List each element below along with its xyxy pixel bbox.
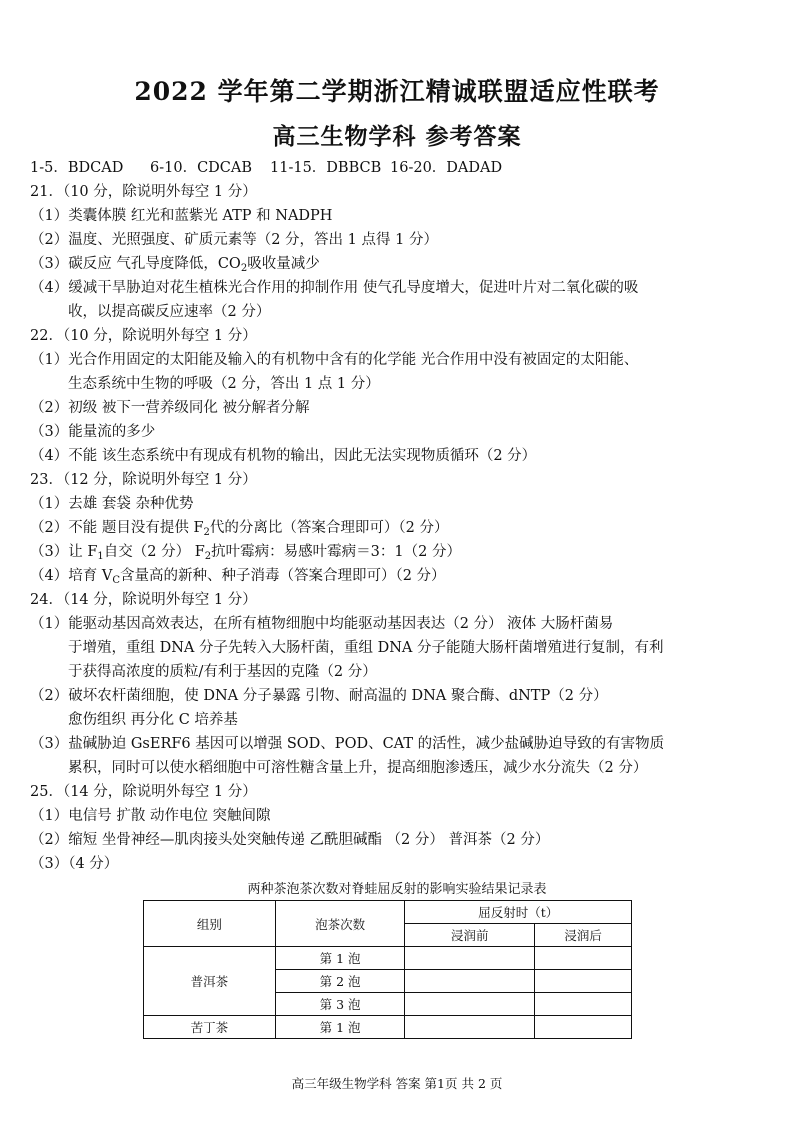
q23-answer-3-text-c: 抗叶霉病：易感叶霉病＝3：1（2 分） bbox=[211, 544, 461, 560]
q23-answer-2-text-b: 代的分离比（答案合理即可）（2 分） bbox=[209, 520, 449, 536]
q23-answer-3-text-b: 自交（2 分） F bbox=[103, 544, 205, 560]
table-header-cell: 组别 bbox=[144, 901, 276, 947]
q24-answer-3-cont: 累积，同时可以使水稻细胞中可溶性糖含量上升，提高细胞渗透压，减少水分流失（2 分） bbox=[68, 760, 648, 776]
q22-answer-2: （2）初级 被下一营养级同化 被分解者分解 bbox=[30, 400, 310, 416]
table-cell bbox=[535, 1016, 632, 1039]
multiple-choice-answers bbox=[30, 158, 510, 178]
q22-answer-4: （4）不能 该生态系统中有现成有机物的输出，因此无法实现物质循环（2 分） bbox=[30, 448, 537, 464]
table-row bbox=[144, 1016, 632, 1039]
q24-answer-1: （1）能驱动基因高效表达，在所有植物细胞中均能驱动基因表达（2 分） 液体 大肠杆菌易 bbox=[30, 616, 614, 632]
page-subtitle: 高三生物学科 参考答案 bbox=[272, 123, 522, 150]
mc-answer-group: 11-15．DBBCB bbox=[270, 160, 382, 176]
q23-answer-4-text: （4）培育 V bbox=[30, 568, 113, 584]
table-cell bbox=[405, 970, 535, 993]
q22-answer-1: （1）光合作用固定的太阳能及输入的有机物中含有的化学能 光合作用中没有被固定的太阳能、 bbox=[30, 352, 639, 368]
table-cell bbox=[405, 1016, 535, 1039]
q21-answer-3-text-b: 吸收量减少 bbox=[247, 256, 320, 272]
mc-answer-group: 1-5．BDCAD bbox=[30, 160, 124, 176]
q23-answer-1: （1）去雄 套袋 杂种优势 bbox=[30, 496, 194, 512]
subscript: 1 bbox=[97, 551, 104, 562]
subscript: 2 bbox=[204, 551, 212, 562]
table-row bbox=[144, 947, 632, 970]
table-row bbox=[144, 901, 632, 924]
table-header-cell: 泡茶次数 bbox=[275, 901, 405, 947]
q23-answer-2-text: （2）不能 题目没有提供 F bbox=[30, 520, 204, 536]
q25-answer-1: （1）电信号 扩散 动作电位 突触间隙 bbox=[30, 808, 271, 824]
table-cell bbox=[535, 947, 632, 970]
q21-answer-3 bbox=[30, 254, 320, 279]
q23-answer-4 bbox=[30, 566, 446, 591]
mc-answer-group: 6-10．CDCAB bbox=[150, 160, 253, 176]
table-cell bbox=[535, 970, 632, 993]
q21-answer-1: （1）类囊体膜 红光和蓝紫光 ATP 和 NADPH bbox=[30, 208, 333, 224]
q21-answer-4-cont: 收，以提高碳反应速率（2 分） bbox=[68, 304, 271, 320]
subscript: 2 bbox=[203, 527, 210, 538]
q24-answer-1-cont2: 于获得高浓度的质粒/有利于基因的克隆（2 分） bbox=[68, 664, 377, 680]
q24-answer-3: （3）盐碱胁迫 GsERF6 基因可以增强 SOD、POD、CAT 的活性，减少盐碱胁迫导致的有害物质 bbox=[30, 736, 665, 752]
q22-answer-3: （3）能量流的多少 bbox=[30, 424, 156, 440]
q24-header: 24．（14 分，除说明外每空 1 分） bbox=[30, 592, 257, 608]
q24-answer-2: （2）破坏农杆菌细胞，使 DNA 分子暴露 引物、耐高温的 DNA 聚合酶、dNTP（2 分） bbox=[30, 688, 608, 704]
table-caption: 两种茶泡茶次数对脊蛙屈反射的影响实验结果记录表 bbox=[247, 882, 547, 897]
table-cell bbox=[405, 993, 535, 1016]
subscript: C bbox=[112, 575, 120, 586]
page-footer: 高三年级生物学科 答案 第1页 共 2 页 bbox=[291, 1076, 503, 1091]
q23-answer-3 bbox=[30, 542, 461, 567]
q22-answer-1-cont: 生态系统中生物的呼吸（2 分，答出 1 点 1 分） bbox=[68, 376, 380, 392]
table-cell: 第 1 泡 bbox=[275, 1016, 405, 1039]
q23-answer-3-text: （3）让 F bbox=[30, 544, 98, 560]
q21-answer-3-text: （3）碳反应 气孔导度降低，CO bbox=[30, 256, 241, 272]
table-cell bbox=[535, 993, 632, 1016]
mc-answer-group: 16-20．DADAD bbox=[390, 160, 503, 176]
table-cell: 第 3 泡 bbox=[275, 993, 405, 1016]
page-title: 2022 学年第二学期浙江精诚联盟适应性联考 bbox=[134, 77, 660, 106]
results-table bbox=[143, 900, 632, 1039]
subscript: 2 bbox=[240, 263, 248, 274]
q22-header: 22．（10 分，除说明外每空 1 分） bbox=[30, 328, 257, 344]
table-header-cell: 浸润前 bbox=[405, 924, 535, 947]
q21-answer-4: （4）缓减干旱胁迫对花生植株光合作用的抑制作用 使气孔导度增大，促进叶片对二氧化碳的吸 bbox=[30, 280, 639, 296]
table-cell: 第 1 泡 bbox=[275, 947, 405, 970]
q21-answer-2: （2）温度、光照强度、矿质元素等（2 分，答出 1 点得 1 分） bbox=[30, 232, 438, 248]
q23-header: 23．（12 分，除说明外每空 1 分） bbox=[30, 472, 257, 488]
q25-header: 25．（14 分，除说明外每空 1 分） bbox=[30, 784, 257, 800]
q23-answer-4-text-b: 含量高的新种、种子消毒（答案合理即可）（2 分） bbox=[119, 568, 446, 584]
table-cell: 第 2 泡 bbox=[275, 970, 405, 993]
q25-answer-3: （3）（4 分） bbox=[30, 856, 119, 872]
table-cell bbox=[405, 947, 535, 970]
q24-answer-2-cont: 愈伤组织 再分化 C 培养基 bbox=[68, 712, 238, 728]
q25-answer-2: （2）缩短 坐骨神经—肌肉接头处突触传递 乙酰胆碱酯 （2 分） 普洱茶（2 分） bbox=[30, 832, 550, 848]
q23-answer-2 bbox=[30, 518, 448, 543]
table-cell: 普洱茶 bbox=[144, 947, 276, 1016]
table-header-cell: 浸润后 bbox=[535, 924, 632, 947]
q24-answer-1-cont: 于增殖，重组 DNA 分子先转入大肠杆菌，重组 DNA 分子能随大肠杆菌增殖进行复制，有利 bbox=[68, 640, 664, 656]
table-cell: 苦丁茶 bbox=[144, 1016, 276, 1039]
q21-header: 21．（10 分，除说明外每空 1 分） bbox=[30, 184, 257, 200]
table-header-cell: 屈反射时（t） bbox=[405, 901, 632, 924]
